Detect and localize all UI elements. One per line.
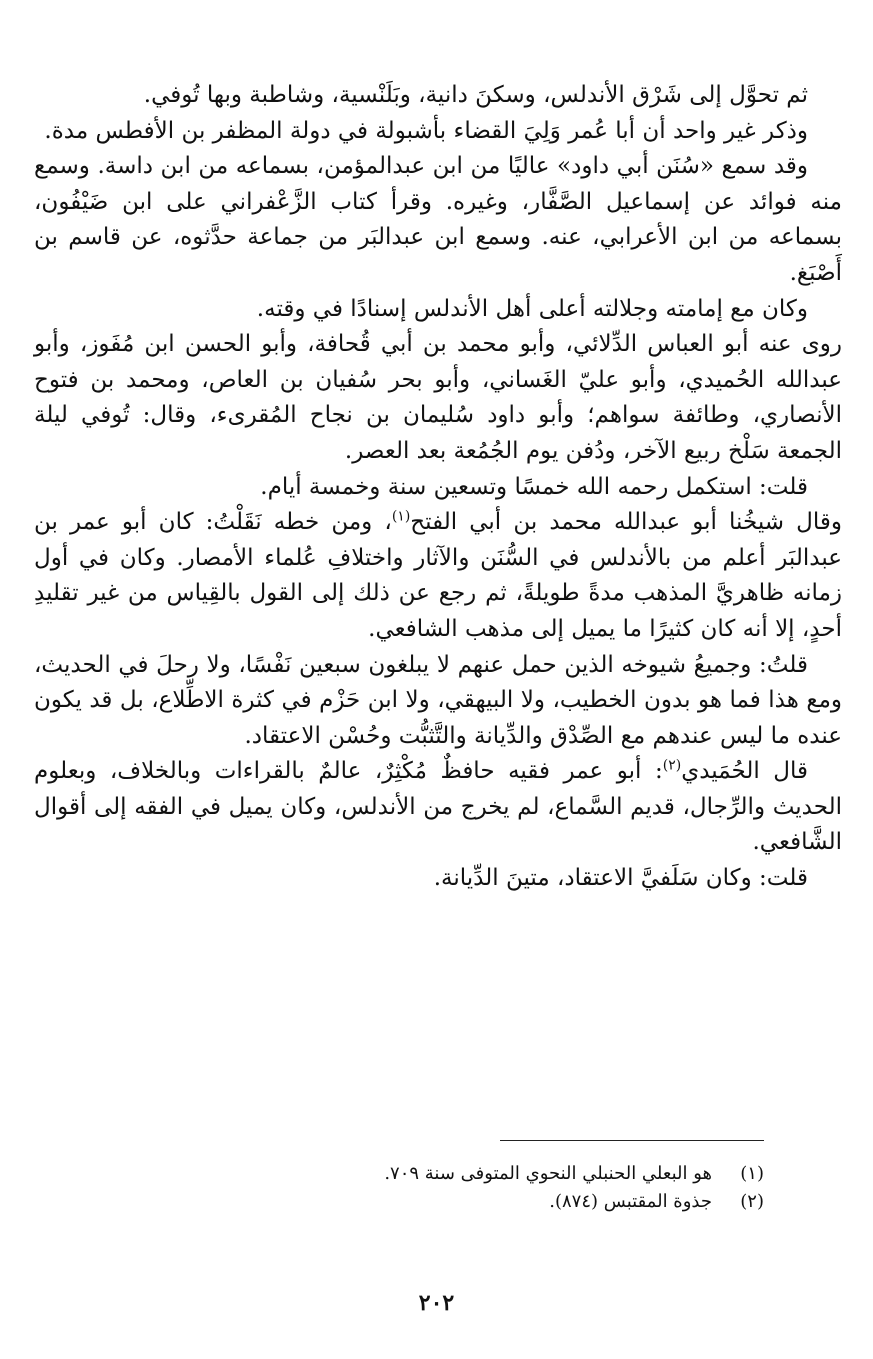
paragraph-7 [34, 505, 842, 647]
paragraph-9-start: قال الحُمَيدي [681, 758, 808, 785]
paragraph-5: روى عنه أبو العباس الدِّلائي، وأبو محمد بن أبي قُحافة، وأبو الحسن ابن مُفَوز، وأبو عبدالله الحُميدي، وأبو عليّ الغَساني، وأبو بحر سُفيان بن العاص، ومحمد بن فتوح الأنصاري، وطائفة سواهم؛ وأبو داود سُليمان بن نجاح المُقرىء، وقال: تُوفي ليلة الجمعة سَلْخ ربيع الآخر، ودُفن يوم الجُمُعة بعد العصر. [34, 331, 842, 464]
paragraph-2: وذكر غير واحد أن أبا عُمر وَلِيَ القضاء بأشبولة في دولة المظفر بن الأفطس مدة. [44, 117, 808, 144]
paragraph-8: قلتُ: وجميعُ شيوخه الذين حمل عنهم لا يبلغون سبعين نَفْسًا، ولا رحلَ في الحديث، ومع هذا فما هو بدون الخطيب، ولا البيهقي، ولا ابن حَزْم في كثرة الاطِّلاع، بل قد يكون عنده ما ليس عندهم مع الصِّدْق والدِّيانة والتَّثبُّت وحُسْن الاعتقاد. [34, 651, 842, 749]
footnote-ref-1[interactable]: (١) [391, 508, 411, 525]
footnote-ref-2[interactable]: (٢) [662, 757, 682, 774]
paragraph-7-rest: ، ومن خطه نَقَلْتُ: كان أبو عمر بن عبدالبَر أعلم من بالأندلس في السُّنَن والآثار واختلافِ عُلماء الأمصار. وكان في أول زمانه ظاهريَّ المذهب مدةً طويلةً، ثم رجع عن ذلك إلى القول بالقِياس من غير تقليدِ أحدٍ، إلا أنه كان كثيرًا ما يميل إلى مذهب الشافعي. [34, 509, 842, 642]
footnote-1 [100, 1160, 764, 1188]
footnote-2 [100, 1188, 764, 1216]
footnotes [100, 1160, 764, 1216]
paragraph-3: وقد سمع «سُنَن أبي داود» عاليًا من ابن عبدالمؤمن، بسماعه من ابن داسة. وسمع منه فوائد عن إسماعيل الصَّفَّار، وغيره. وقرأ كتاب الزَّعْفراني على ابن ضَيْفُون، بسماعه من ابن الأعرابي، عنه. وسمع ابن عبدالبَر من جماعة حدَّثوه، عن قاسم بن أَصْبَغ. [34, 153, 842, 286]
paragraph-4: وكان مع إمامته وجلالته أعلى أهل الأندلس إسنادًا في وقته. [256, 295, 808, 322]
footnote-divider [500, 1140, 764, 1141]
body-text [34, 78, 842, 897]
paragraph-10: قلت: وكان سَلَفيَّ الاعتقاد، متينَ الدِّيانة. [433, 865, 808, 892]
footnote-text: جذوة المقتبس (٨٧٤). [549, 1191, 712, 1212]
paragraph-6: قلت: استكمل رحمه الله خمسًا وتسعين سنة وخمسة أيام. [260, 473, 808, 500]
paragraph-1: ثم تحوَّل إلى شَرْق الأندلس، وسكنَ دانية، وبَلَنْسية، وشاطبة وبها تُوفي. [143, 82, 808, 108]
paragraph-9 [34, 754, 842, 861]
paragraph-9-rest: : أبو عمر فقيه حافظٌ مُكْثِرٌ، عالمٌ بالقراءات وبالخلاف، وبعلوم الحديث والرِّجال، قديم السَّماع، لم يخرج من الأندلس، وكان يميل في الفقه إلى أقوال الشَّافعي. [34, 758, 842, 856]
paragraph-7-start: وقال شيخُنا أبو عبدالله محمد بن أبي الفتح [410, 509, 842, 536]
footnote-text: هو البعلي الحنبلي النحوي المتوفى سنة ٧٠٩. [384, 1163, 712, 1184]
footnote-number: (٢) [740, 1191, 764, 1212]
page-number: ٢٠٢ [418, 1290, 455, 1316]
footnote-number: (١) [740, 1163, 764, 1184]
